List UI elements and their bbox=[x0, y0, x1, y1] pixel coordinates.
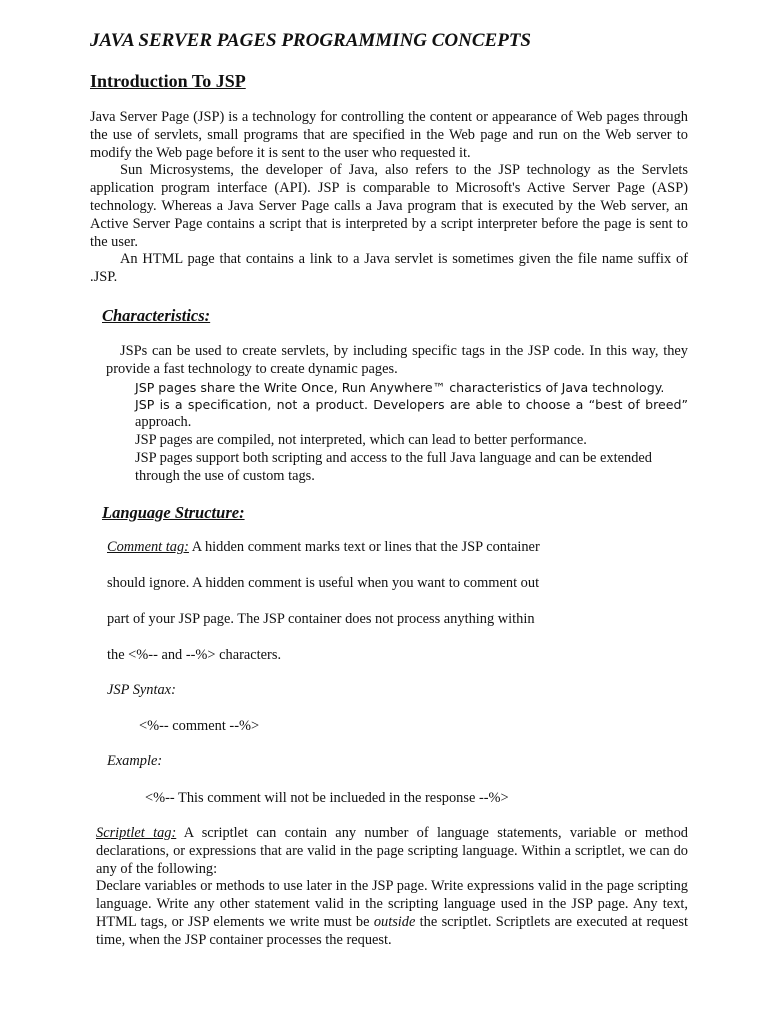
comment-tag-label: Comment tag: bbox=[107, 539, 189, 555]
intro-paragraph-2: Sun Microsystems, the developer of Java, also refers to the JSP technology as the Servlets application program interface (API). JSP is comparable to Microsoft's Active Server Page (ASP) technology. Whereas a Java Server Page calls a Java program that is executed by the Web server, an Active Server Page contains a script that is interpreted by a script interpreter before the page is sent to the user. bbox=[90, 162, 688, 250]
characteristics-section bbox=[106, 343, 688, 485]
scriptlet-p2-emphasis: outside bbox=[373, 913, 416, 930]
intro-paragraph-3: An HTML page that contains a link to a Java servlet is sometimes given the file name suffix of .JSP. bbox=[90, 251, 688, 286]
jsp-syntax-code: <%-- comment --%> bbox=[139, 718, 260, 734]
scriptlet-section bbox=[96, 825, 688, 950]
characteristics-item: JSP pages share the Write Once, Run Anywhere™ characteristics of Java technology. bbox=[135, 379, 665, 395]
scriptlet-tag-label: Scriptlet tag: bbox=[96, 825, 177, 841]
characteristics-list bbox=[106, 379, 688, 486]
characteristics-item: approach. bbox=[135, 414, 192, 431]
characteristics-item: JSP is a specification, not a product. Developers are able to choose a “best of breed” bbox=[135, 397, 688, 413]
jsp-syntax-label: JSP Syntax: bbox=[107, 682, 176, 698]
intro-paragraph-1: Java Server Page (JSP) is a technology for controlling the content or appearance of Web pages through the use of servlets, small programs that are specified in the Web page and run on the Web server to modify the Web page before it is sent to the user who requested it. bbox=[90, 109, 688, 161]
scriptlet-text: A scriptlet can contain any number of language statements, variable or method declarations, or expressions that are valid in the page scripting language. Within a scriptlet, we can do any of the following: bbox=[96, 825, 688, 877]
comment-tag-line-2: should ignore. A hidden comment is useful when you want to comment out bbox=[107, 575, 540, 591]
scriptlet-p2-text-end: the scriptlet. Scriptlets are executed at request time, when the JSP container processes the request. bbox=[96, 913, 688, 948]
characteristics-item: JSP pages support both scripting and access to the full Java language and can be extended bbox=[135, 449, 652, 466]
intro-section bbox=[90, 109, 688, 287]
characteristics-heading: Characteristics: bbox=[102, 306, 211, 325]
scriptlet-paragraph-2 bbox=[96, 878, 688, 949]
comment-tag-line-1 bbox=[107, 539, 540, 557]
scriptlet-p2-text: Declare variables or methods to use later in the JSP page. Write expressions valid in the page scripting language. Write any other statement valid in the scripting language used in the JSP page. Any text, HTML tags, or JSP elements we write must be bbox=[96, 878, 688, 930]
characteristics-item: JSP pages are compiled, not interpreted, which can lead to better performance. bbox=[135, 431, 587, 448]
comment-tag-line-3: part of your JSP page. The JSP container does not process anything within bbox=[107, 611, 535, 627]
example-label: Example: bbox=[107, 753, 163, 769]
language-structure-heading: Language Structure: bbox=[102, 503, 245, 522]
comment-tag-text: A hidden comment marks text or lines that the JSP container bbox=[188, 539, 540, 555]
example-code: <%-- This comment will not be inclueded in the response --%> bbox=[145, 790, 509, 806]
page-title: JAVA SERVER PAGES PROGRAMMING CONCEPTS bbox=[90, 30, 531, 51]
scriptlet-paragraph-1 bbox=[96, 825, 688, 878]
intro-heading: Introduction To JSP bbox=[90, 71, 246, 91]
comment-tag-line-4: the <%-- and --%> characters. bbox=[107, 647, 282, 663]
characteristics-item: through the use of custom tags. bbox=[135, 467, 315, 484]
characteristics-lead: JSPs can be used to create servlets, by including specific tags in the JSP code. In this way, they provide a fast technology to create dynamic pages. bbox=[106, 343, 688, 377]
